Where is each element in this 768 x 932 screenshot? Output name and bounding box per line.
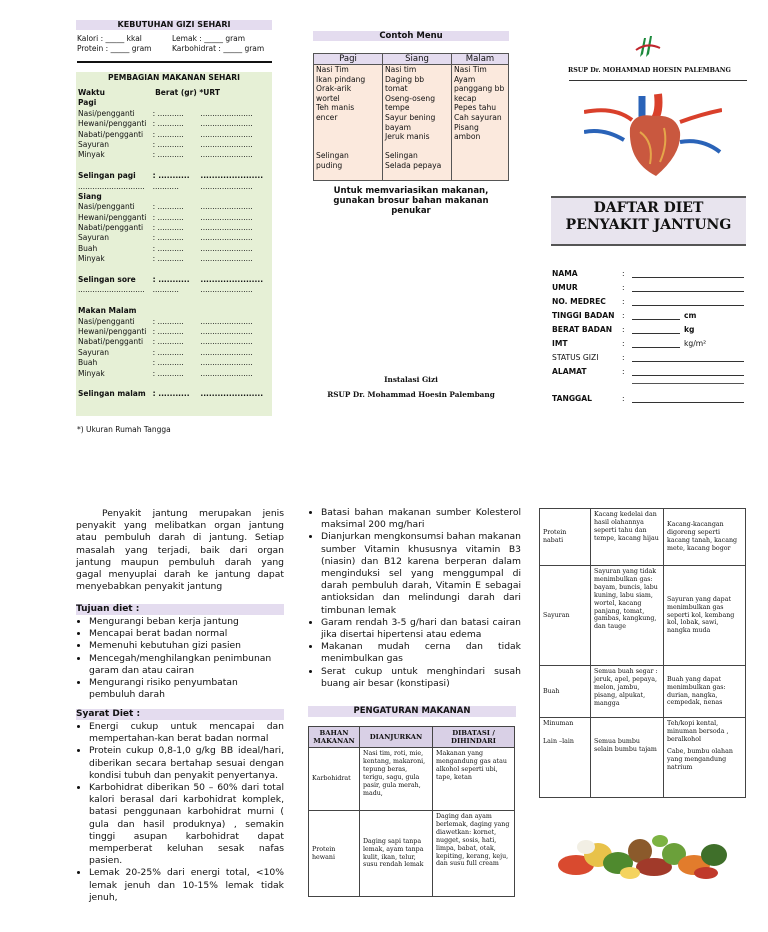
row-berat-field[interactable]: : ........... — [152, 150, 184, 160]
meal-plan-row — [78, 213, 272, 223]
field-input[interactable] — [632, 311, 680, 320]
row-urt-field[interactable]: ...................... — [200, 275, 264, 285]
menu-item: Ikan pindang — [316, 74, 366, 84]
row-urt-field[interactable] — [200, 98, 272, 108]
menu-item: kecap — [454, 93, 477, 103]
row-protein-hewani-dibatasi: Daging dan ayam berlemak, daging yang diawetkan: kornet, nugget, sosis, hati, limpa, babat, otak, kepiting, kerang, keju, dan susu full cream — [433, 811, 515, 897]
row-label: Hewani/pengganti — [78, 326, 147, 336]
row-label: Hewani/pengganti — [78, 119, 147, 129]
meal-plan-row — [78, 358, 272, 368]
row-berat-field[interactable]: : ........... — [152, 108, 184, 118]
diet-bullet: • Makanan mudah cerna dan tidak menimbulkan gas — [321, 641, 521, 665]
menu-pagi-cell — [314, 65, 383, 181]
food-table — [308, 726, 515, 897]
row-urt-field[interactable] — [200, 306, 272, 316]
meal-plan-row — [78, 306, 272, 316]
menu-item — [316, 142, 380, 152]
meal-plan-row — [78, 119, 272, 129]
tujuan-list — [76, 616, 284, 701]
row-label: Nabati/pengganti — [78, 129, 144, 139]
karbohidrat-field: Karbohidrat : _____ gram — [172, 44, 265, 54]
food-category: Buah — [540, 666, 591, 718]
patient-field-row — [552, 348, 746, 362]
cover-title-1: DAFTAR DIET — [593, 200, 704, 216]
meal-plan-row — [78, 275, 272, 285]
meal-plan-row — [78, 182, 272, 192]
row-urt-field[interactable] — [200, 265, 272, 275]
row-urt-field[interactable]: ...................... — [200, 108, 253, 118]
meal-plan-row — [78, 244, 272, 254]
field-unit: kg — [684, 325, 695, 334]
row-berat-field[interactable] — [153, 265, 201, 275]
food-restricted: Buah yang dapat menimbulkan gas: durian, nangka, cempedak, nenas — [664, 666, 746, 718]
food-row — [540, 718, 746, 798]
pengaturan-title: PENGATURAN MAKANAN — [308, 706, 516, 717]
row-berat-field[interactable]: : ........... — [152, 389, 190, 399]
row-urt-field[interactable] — [200, 192, 272, 202]
menu-item: Selingan — [385, 151, 418, 161]
food-row — [540, 666, 746, 718]
meal-plan-row — [78, 223, 272, 233]
menu-item: encer — [316, 112, 338, 122]
food-restricted: Kacang-kacangan digoreng seperti kacang tanah, kacang mete, kacang bogor — [664, 509, 746, 566]
field-colon: : — [622, 353, 625, 362]
field-label: NAMA — [552, 269, 578, 278]
menu-note: Untuk memvariasikan makanan, gunakan brosur bahan makanan penukar — [333, 186, 489, 216]
meal-plan-row — [78, 109, 272, 119]
menu-item: Daging bb — [385, 74, 425, 84]
food-row — [540, 509, 746, 566]
tanggal-field[interactable] — [632, 394, 744, 403]
field-label: IMT — [552, 339, 568, 348]
field-input[interactable] — [632, 339, 680, 348]
menu-item: Oseng-oseng — [385, 93, 436, 103]
row-berat-field[interactable]: : ........... — [152, 358, 184, 368]
meal-plan-row — [78, 389, 272, 399]
meal-plan-row — [78, 348, 272, 358]
menu-item: bayam — [385, 122, 412, 132]
menu-malam-cell — [452, 65, 509, 181]
menu-col-pagi: Pagi — [314, 54, 383, 65]
tanggal-label: TANGGAL — [552, 394, 593, 403]
row-urt-field[interactable] — [200, 379, 272, 389]
field-colon: : — [622, 367, 625, 376]
meal-plan-row — [78, 98, 272, 108]
meal-plan-row — [78, 254, 272, 264]
food-recommended — [591, 718, 664, 798]
row-urt-field[interactable]: ...................... — [200, 285, 253, 295]
vegetables-photo — [556, 827, 731, 882]
cover-title-2: PENYAKIT JANTUNG — [565, 217, 732, 233]
patient-field-row — [552, 292, 746, 306]
menu-item: Sayur bening — [385, 112, 436, 122]
meal-plan-row — [78, 296, 272, 306]
menu-item: Pepes tahu — [454, 103, 497, 113]
field-input[interactable] — [632, 367, 744, 376]
syarat-item: • Lemak 20-25% dari energi total, <10% lemak jenuh dan 10-15% lemak tidak jenuh, — [89, 867, 284, 904]
needs-title: KEBUTUHAN GIZI SEHARI — [76, 20, 272, 30]
row-urt-field[interactable]: ...................... — [200, 129, 253, 139]
syarat-list — [76, 721, 284, 904]
row-label: Minyak — [78, 368, 105, 378]
field-label: TINGGI BADAN — [552, 311, 615, 320]
row-urt-field[interactable]: ...................... — [200, 233, 253, 243]
col-waktu: Waktu — [78, 88, 105, 97]
syarat-item: • Karbohidrat diberikan 50 – 60% dari total kalori berasal dari karbohidrat komplek, batasi penggunaan karbohidrat murni ( gula dan hasil produknya) , semakin tinggi asupan karbohidrat dapat memperberat keluhan sesak nafas pasien. — [89, 782, 284, 867]
row-urt-field[interactable]: ...................... — [200, 223, 253, 233]
meal-plan-row — [78, 171, 272, 181]
menu-item: Teh manis — [316, 103, 355, 113]
meal-plan-row — [78, 327, 272, 337]
category-lain-lain: Lain –lain — [543, 737, 574, 745]
meal-plan-row — [78, 369, 272, 379]
menu-table — [313, 53, 509, 181]
syarat-item: • Protein cukup 0,8-1,0 g/kg BB ideal/hari, diberikan secara bertahap sesuai dengan kondisi tubuh dan penyakit penyertanya. — [89, 745, 284, 782]
food-restricted: Sayuran yang dapat menimbulkan gas seperti kol, kembang kol, lobak, sawi, nangka muda — [664, 566, 746, 666]
menu-item: Nasi Tim — [454, 65, 487, 74]
meal-plan-row — [78, 317, 272, 327]
row-berat-field[interactable] — [153, 98, 201, 108]
row-berat-field[interactable]: : ........... — [152, 316, 184, 326]
row-berat-field[interactable]: : ........... — [152, 223, 184, 233]
hospital-logo — [632, 32, 662, 60]
row-berat-field[interactable]: : ........... — [152, 254, 184, 264]
row-label: Sayuran — [78, 233, 109, 243]
row-label: ............................ — [78, 285, 145, 295]
meal-plan-row — [78, 233, 272, 243]
row-berat-field[interactable] — [153, 192, 201, 202]
field-label: BERAT BADAN — [552, 325, 613, 334]
heart-illustration — [584, 92, 722, 180]
row-protein-hewani-label: Protein hewani — [309, 811, 360, 897]
row-label: Nabati/pengganti — [78, 337, 144, 347]
row-label: Selingan malam — [78, 389, 146, 399]
patient-field-row — [552, 306, 746, 320]
lemak-field: Lemak : _____ gram — [172, 34, 246, 43]
food-recommended: Kacang kedelai dan hasil olahannya seperti tahu dan tempe, kacang hijau — [591, 509, 664, 566]
menu-item: Selingan — [316, 151, 349, 161]
protein-field: Protein : _____ gram — [77, 44, 152, 54]
col-berat: Berat (gr) *URT — [155, 88, 220, 97]
field-colon: : — [622, 297, 625, 306]
syarat-title: Syarat Diet : — [76, 709, 284, 720]
category-minuman: Minuman — [543, 720, 574, 727]
head-dibatasi: DIBATASI / DIHINDARI — [433, 727, 515, 748]
row-urt-field[interactable]: ...................... — [200, 139, 253, 149]
head-dianjurkan: DIANJURKAN — [360, 727, 433, 748]
tujuan-item: • Mencegah/menghilangkan penimbunan garam dan atau cairan — [89, 653, 284, 677]
row-label: Nasi/pengganti — [78, 316, 135, 326]
field-input[interactable] — [632, 297, 744, 306]
row-urt-field[interactable]: ...................... — [200, 150, 253, 160]
address-extra-line[interactable] — [632, 383, 744, 384]
row-urt-field[interactable]: ...................... — [200, 347, 253, 357]
food-recommended: Semua buah segar : jeruk, apel, pepaya, melon, jambu, pisang, alpukat, mangga — [591, 666, 664, 718]
tanggal-row: TANGGAL : — [552, 389, 746, 403]
tujuan-item: • Mencapai berat badan normal — [89, 628, 284, 640]
row-urt-field[interactable]: ...................... — [200, 254, 253, 264]
row-label — [78, 161, 153, 171]
menu-item: Pisang ambon — [454, 122, 481, 142]
cover-divider — [569, 80, 747, 81]
row-urt-field[interactable]: ...................... — [200, 181, 253, 191]
food-category — [540, 718, 591, 798]
row-label — [78, 265, 153, 275]
tujuan-item: • Mengurangi beban kerja jantung — [89, 616, 284, 628]
row-label — [78, 296, 153, 306]
row-berat-field[interactable]: : ........... — [152, 139, 184, 149]
field-unit: cm — [684, 311, 697, 320]
food-table-continued — [539, 508, 746, 798]
row-urt-field[interactable]: ...................... — [200, 316, 253, 326]
meal-plan-row — [78, 337, 272, 347]
meal-plan-row — [78, 202, 272, 212]
food-row — [540, 566, 746, 666]
kalori-field: Kalori : _____ kkal — [77, 34, 142, 43]
row-berat-field[interactable]: : ........... — [152, 212, 184, 222]
meal-plan-row — [78, 161, 272, 171]
syarat-item: • Energi cukup untuk mencapai dan mempertahan-kan berat badan normal — [89, 721, 284, 745]
row-label: Minyak — [78, 254, 105, 264]
row-berat-field[interactable]: : ........... — [152, 243, 184, 253]
food-recommended: Sayuran yang tidak menimbulkan gas: bayam, buncis, labu kuning, labu siam, wortel, kacang panjang, tomat, gambas, kangkung, dan tauge — [591, 566, 664, 666]
meal-plan-row — [78, 285, 272, 295]
menu-item: wortel — [316, 93, 340, 103]
field-unit: kg/m² — [684, 339, 707, 348]
menu-item: Orak-arik — [316, 84, 352, 94]
row-berat-field[interactable] — [153, 379, 201, 389]
patient-field-row — [552, 320, 746, 334]
row-label — [78, 379, 153, 389]
field-input[interactable] — [632, 325, 680, 334]
field-colon: : — [622, 325, 625, 334]
row-label: Buah — [78, 358, 98, 368]
meal-plan-title: PEMBAGIAN MAKANAN SEHARI — [108, 73, 240, 82]
meal-plan-row — [78, 379, 272, 389]
row-urt-field[interactable]: ...................... — [200, 212, 253, 222]
row-berat-field[interactable]: : ........... — [152, 368, 184, 378]
field-colon: : — [622, 339, 625, 348]
row-label: Buah — [78, 243, 98, 253]
menu-item — [385, 142, 449, 152]
tujuan-title: Tujuan diet : — [76, 604, 284, 615]
menu-siang-cell — [383, 65, 452, 181]
row-label: Nasi/pengganti — [78, 108, 135, 118]
patient-field-row — [552, 334, 746, 348]
menu-item — [454, 151, 506, 161]
cell-spacer — [594, 720, 660, 738]
meal-plan-row — [78, 130, 272, 140]
row-berat-field[interactable] — [153, 161, 201, 171]
row-berat-field[interactable]: ........... — [152, 285, 179, 295]
patient-field-row — [552, 362, 746, 376]
row-label: ............................ — [78, 181, 145, 191]
row-berat-field[interactable]: : ........... — [152, 233, 184, 243]
cover-hospital: RSUP Dr. MOHAMMAD HOESIN PALEMBANG — [568, 67, 731, 74]
menu-item: tempe — [385, 103, 410, 113]
category-spacer — [543, 728, 587, 738]
field-colon: : — [622, 311, 625, 320]
diet-bullet: • Garam rendah 3-5 g/hari dan batasi cairan jika disertai hipertensi atau edema — [321, 617, 521, 641]
row-urt-field[interactable]: ...................... — [200, 337, 253, 347]
row-urt-field[interactable]: ...................... — [200, 368, 253, 378]
menu-item: Cah sayuran — [454, 112, 502, 122]
menu-item: Jeruk manis — [385, 132, 430, 142]
tujuan-item: • Mengurangi risiko penyumbatan pembuluh darah — [89, 677, 284, 701]
row-label: Minyak — [78, 150, 105, 160]
row-urt-field[interactable]: ...................... — [200, 389, 264, 399]
row-berat-field[interactable]: : ........... — [152, 202, 184, 212]
menu-item — [316, 132, 380, 142]
menu-item — [454, 161, 506, 171]
row-berat-field[interactable]: : ........... — [152, 129, 184, 139]
menu-item — [316, 123, 380, 133]
menu-item — [454, 171, 506, 181]
menu-item: puding — [316, 160, 343, 170]
restricted-minuman: Teh/kopi kental, minuman bersoda , beralkohol — [667, 720, 729, 743]
field-label: STATUS GIZI — [552, 353, 599, 362]
food-restricted — [664, 718, 746, 798]
field-colon: : — [622, 269, 625, 278]
food-category: Protein nabati — [540, 509, 591, 566]
field-input[interactable] — [632, 269, 744, 278]
patient-field-row — [552, 278, 746, 292]
institution-name: Instalasi Gizi — [384, 375, 438, 384]
menu-item: panggang bb — [454, 84, 505, 94]
row-urt-field[interactable]: ...................... — [200, 358, 253, 368]
menu-item — [454, 142, 506, 152]
row-urt-field[interactable]: ...................... — [200, 119, 253, 129]
row-label: Makan Malam — [78, 306, 137, 316]
row-label: Sayuran — [78, 139, 109, 149]
food-category: Sayuran — [540, 566, 591, 666]
diet-bullet: • Batasi bahan makanan sumber Kolesterol maksimal 200 mg/hari — [321, 507, 521, 531]
row-berat-field[interactable]: : ........... — [152, 326, 184, 336]
divider — [77, 61, 272, 63]
row-label: Hewani/pengganti — [78, 212, 147, 222]
menu-title: Contoh Menu — [313, 31, 509, 41]
row-berat-field[interactable]: : ........... — [152, 119, 184, 129]
row-berat-field[interactable]: : ........... — [152, 171, 190, 181]
row-urt-field[interactable]: ...................... — [200, 243, 253, 253]
row-berat-field[interactable]: ........... — [152, 181, 179, 191]
menu-item: Selada pepaya — [385, 160, 442, 170]
row-urt-field[interactable]: ...................... — [200, 202, 253, 212]
menu-col-malam: Malam — [452, 54, 509, 65]
needs-block — [77, 34, 277, 55]
intro-paragraph: Penyakit jantung merupakan jenis penyakit yang melibatkan organ jantung atau pembuluh darah di jantung. Setiap masalah yang terjadi, baik dari organ jantung maupun pembuluh darah yang gagal menyuplai darah ke jantung dapat menyebabkan penyakit jantung — [76, 508, 284, 593]
row-protein-hewani-dianjurkan: Daging sapi tanpa lemak, ayam tanpa kulit, ikan, telur, susu rendah lemak — [360, 811, 433, 897]
meal-plan-table — [78, 88, 272, 400]
meal-plan-row — [78, 192, 272, 202]
row-label: Nasi/pengganti — [78, 202, 135, 212]
diet-bullet: • Serat cukup untuk menghindari susah buang air besar (konstipasi) — [321, 666, 521, 690]
row-karbohidrat-label: Karbohidrat — [309, 748, 360, 811]
menu-item: Ayam — [454, 74, 476, 84]
head-bahan: BAHAN MAKANAN — [309, 727, 360, 748]
menu-item: Nasi tim — [385, 65, 417, 74]
meal-plan-row — [78, 140, 272, 150]
footnote: *) Ukuran Rumah Tangga — [77, 425, 171, 434]
row-berat-field[interactable]: : ........... — [152, 337, 184, 347]
field-colon: : — [622, 283, 625, 292]
menu-col-siang: Siang — [383, 54, 452, 65]
row-berat-field[interactable]: : ........... — [152, 347, 184, 357]
recommended-lain-lain: Semua bumbu selain bumbu tajam — [594, 738, 657, 753]
row-label: Pagi — [78, 98, 97, 108]
row-label: Sayuran — [78, 347, 109, 357]
row-karbohidrat-dianjurkan: Nasi tim, roti, mie, kentang, makaroni, tepung beras, terigu, sagu, gula pasir, gula merah, madu, — [360, 748, 433, 811]
row-berat-field[interactable]: : ........... — [152, 275, 190, 285]
menu-item: tomat — [385, 84, 408, 94]
row-label: Selingan sore — [78, 275, 136, 285]
row-urt-field[interactable] — [200, 296, 272, 306]
row-berat-field[interactable] — [153, 296, 201, 306]
patient-field-row — [552, 264, 746, 278]
row-label: Selingan pagi — [78, 171, 136, 181]
field-label: NO. MEDREC — [552, 297, 606, 306]
field-label: UMUR — [552, 283, 578, 292]
field-input[interactable] — [632, 353, 744, 362]
hospital-name: RSUP Dr. Mohammad Hoesin Palembang — [327, 390, 495, 399]
row-karbohidrat-dibatasi: Makanan yang mengandung gas atau alkohol seperti ubi, tape, ketan — [433, 748, 515, 811]
patient-form — [552, 264, 746, 376]
diet-bullets — [308, 507, 521, 690]
row-berat-field[interactable] — [153, 306, 201, 316]
tujuan-item: • Memenuhi kebutuhan gizi pasien — [89, 640, 284, 652]
field-label: ALAMAT — [552, 367, 587, 376]
row-label: Siang — [78, 191, 102, 201]
restricted-lain-lain: Cabe, bumbu olahan yang mengandung natrium — [667, 747, 733, 771]
meal-plan-row — [78, 150, 272, 160]
diet-bullet: • Dianjurkan mengkonsumsi bahan makanan sumber Vitamin khususnya vitamin B3 (niasin) dan B12 karena berperan dalam menginduksi sel yang menggumpal di darah pembuluh darah, Vitamin E sebagai antioksidan dan melindungi darah dari timbunan lemak — [321, 531, 521, 616]
row-urt-field[interactable]: ...................... — [200, 326, 253, 336]
row-label: Nabati/pengganti — [78, 223, 144, 233]
row-urt-field[interactable] — [200, 161, 272, 171]
row-urt-field[interactable]: ...................... — [200, 171, 264, 181]
meal-plan-row — [78, 265, 272, 275]
field-input[interactable] — [632, 283, 744, 292]
menu-item: Nasi Tim — [316, 65, 349, 74]
